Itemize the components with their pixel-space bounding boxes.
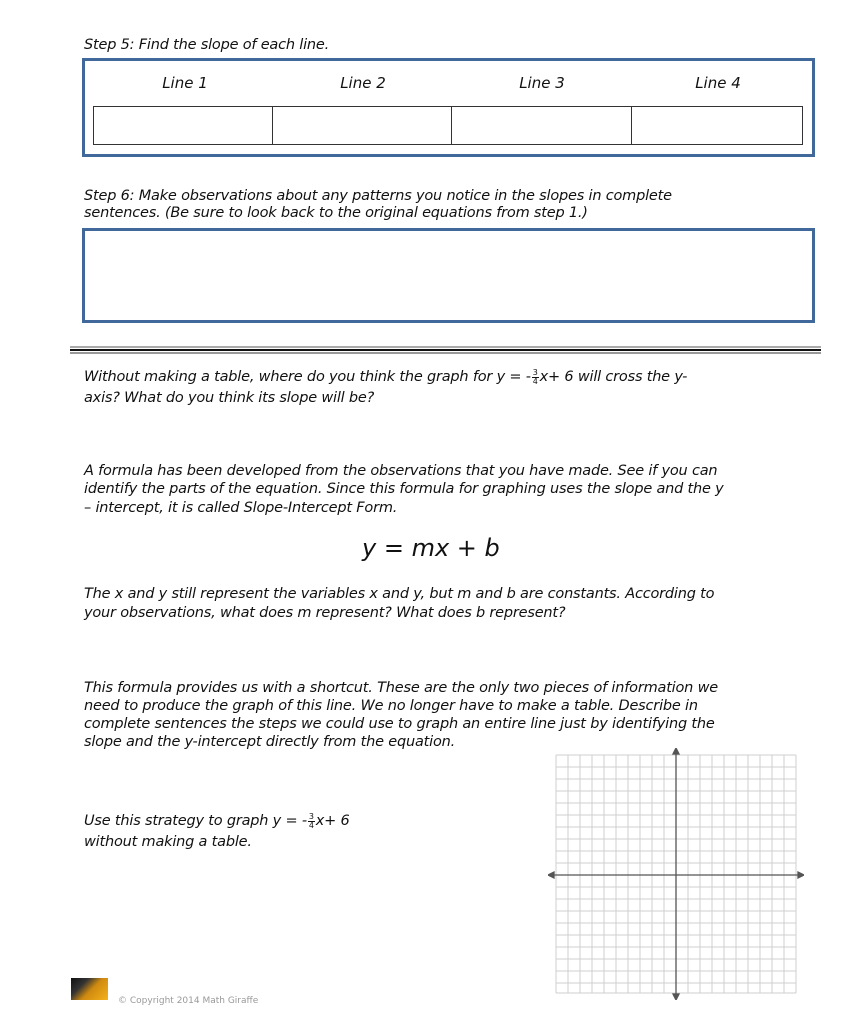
axes bbox=[548, 748, 804, 1000]
column-header-line2: Line 2 bbox=[340, 74, 386, 92]
copyright-text: © Copyright 2014 Math Giraffe bbox=[118, 996, 259, 1006]
x-axis-right-arrow-icon bbox=[798, 872, 804, 878]
shortcut-line3: complete sentences the steps we could use to graph an entire line just by identifying the bbox=[84, 716, 715, 732]
math-giraffe-logo bbox=[71, 978, 108, 1000]
shortcut-line4: slope and the y-intercept directly from the equation. bbox=[84, 734, 456, 750]
section-divider-top bbox=[70, 346, 821, 348]
formula-intro-line1: A formula has been developed from the observations that you have made. See if you can bbox=[84, 463, 718, 479]
intercept-question-line2: axis? What do you think its slope will be? bbox=[84, 390, 375, 406]
y-axis-down-arrow-icon bbox=[673, 994, 679, 1000]
strategy-line2: without making a table. bbox=[84, 834, 252, 850]
step5-title: Step 5: Find the slope of each line. bbox=[84, 37, 330, 53]
slope-answer-line4[interactable] bbox=[631, 107, 802, 145]
shortcut-line1: This formula provides us with a shortcut. These are the only two pieces of information we bbox=[84, 680, 718, 696]
section-divider-bottom bbox=[70, 352, 821, 354]
coordinate-grid[interactable] bbox=[548, 748, 804, 1000]
step6-line1: Step 6: Make observations about any patterns you notice in the slopes in complete bbox=[84, 188, 672, 204]
x-axis-left-arrow-icon bbox=[548, 872, 554, 878]
intercept-question-line1: Without making a table, where do you think the graph for y = - $\frac{3}{4}$ x+ 6 will cross the y- bbox=[84, 367, 688, 386]
slope-table bbox=[93, 106, 803, 145]
slope-intercept-formula: y = mx + b bbox=[362, 534, 500, 562]
slope-answer-line1[interactable] bbox=[94, 107, 273, 145]
shortcut-line2: need to produce the graph of this line. We no longer have to make a table. Describe in bbox=[84, 698, 698, 714]
slope-answer-line2[interactable] bbox=[273, 107, 452, 145]
y-axis-up-arrow-icon bbox=[673, 748, 679, 754]
column-header-line4: Line 4 bbox=[695, 74, 741, 92]
formula-intro-line2: identify the parts of the equation. Since this formula for graphing uses the slope and the y bbox=[84, 481, 724, 497]
fraction-three-fourths: $\frac{3}{4}$ bbox=[532, 367, 538, 386]
slope-answer-line3[interactable] bbox=[452, 107, 631, 145]
constants-question-line2: your observations, what does m represent? What does b represent? bbox=[84, 605, 566, 621]
strategy-line1: Use this strategy to graph y = - $\frac{3}{4}$ x+ 6 bbox=[84, 811, 350, 830]
column-header-line1: Line 1 bbox=[162, 74, 208, 92]
section-divider-middle bbox=[70, 349, 821, 351]
constants-question-line1: The x and y still represent the variables x and y, but m and b are constants. According to bbox=[84, 586, 715, 602]
formula-intro-line3: – intercept, it is called Slope-Intercept Form. bbox=[84, 500, 398, 516]
step6-line2: sentences. (Be sure to look back to the original equations from step 1.) bbox=[84, 205, 588, 221]
fraction-three-fourths: $\frac{3}{4}$ bbox=[308, 811, 314, 830]
column-header-line3: Line 3 bbox=[519, 74, 565, 92]
step6-answer-box[interactable] bbox=[82, 228, 815, 323]
